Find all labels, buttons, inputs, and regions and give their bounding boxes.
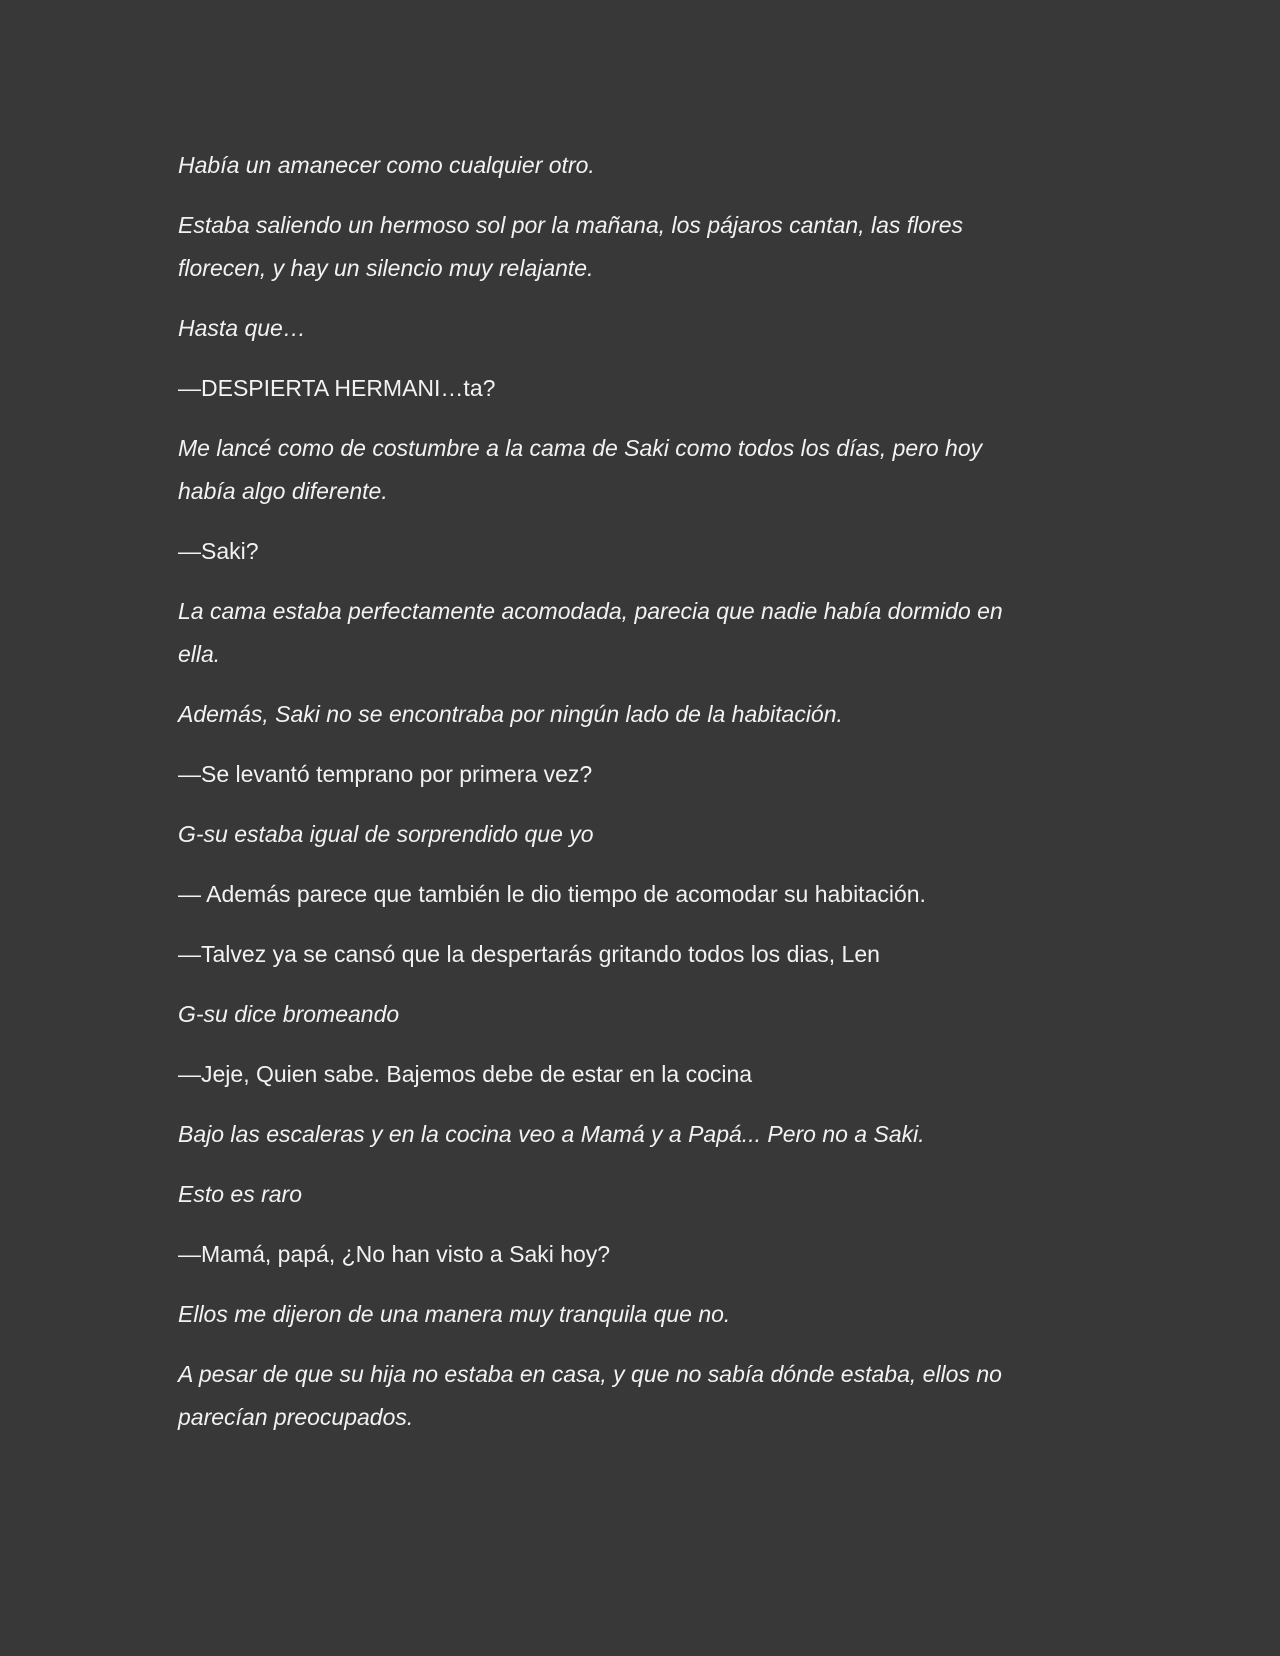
dialogue-line: —Mamá, papá, ¿No han visto a Saki hoy? xyxy=(178,1241,611,1267)
narration-paragraph: G-su dice bromeando xyxy=(178,1001,400,1027)
narration-paragraph: Bajo las escaleras y en la cocina veo a Mamá y a Papá... Pero no a Saki. xyxy=(178,1121,925,1147)
narration-paragraph: Ellos me dijeron de una manera muy tranquila que no. xyxy=(178,1301,731,1327)
narration-paragraph: La cama estaba perfectamente acomodada, parecia que nadie había dormido en ella. xyxy=(178,598,1003,667)
dialogue-line: — Además parece que también le dio tiempo de acomodar su habitación. xyxy=(178,881,926,907)
dialogue-line: —DESPIERTA HERMANI…ta? xyxy=(178,375,496,401)
narration-paragraph: Había un amanecer como cualquier otro. xyxy=(178,152,595,178)
narration-paragraph: G-su estaba igual de sorprendido que yo xyxy=(178,821,594,847)
narration-paragraph: Esto es raro xyxy=(178,1181,302,1207)
dialogue-line: —Se levantó temprano por primera vez? xyxy=(178,761,593,787)
narration-paragraph: A pesar de que su hija no estaba en casa, y que no sabía dónde estaba, ellos no parecían preocupados. xyxy=(178,1361,1002,1430)
dialogue-line: —Jeje, Quien sabe. Bajemos debe de estar en la cocina xyxy=(178,1061,753,1087)
dialogue-line: —Talvez ya se cansó que la despertarás gritando todos los dias, Len xyxy=(178,941,880,967)
narration-paragraph: Hasta que… xyxy=(178,315,306,341)
dialogue-line: —Saki? xyxy=(178,538,259,564)
narration-paragraph: Me lancé como de costumbre a la cama de Saki como todos los días, pero hoy había algo diferente. xyxy=(178,435,983,504)
narration-paragraph: Además, Saki no se encontraba por ningún lado de la habitación. xyxy=(178,701,843,727)
narration-paragraph: Estaba saliendo un hermoso sol por la mañana, los pájaros cantan, las flores florecen, y hay un silencio muy relajante. xyxy=(178,212,964,281)
